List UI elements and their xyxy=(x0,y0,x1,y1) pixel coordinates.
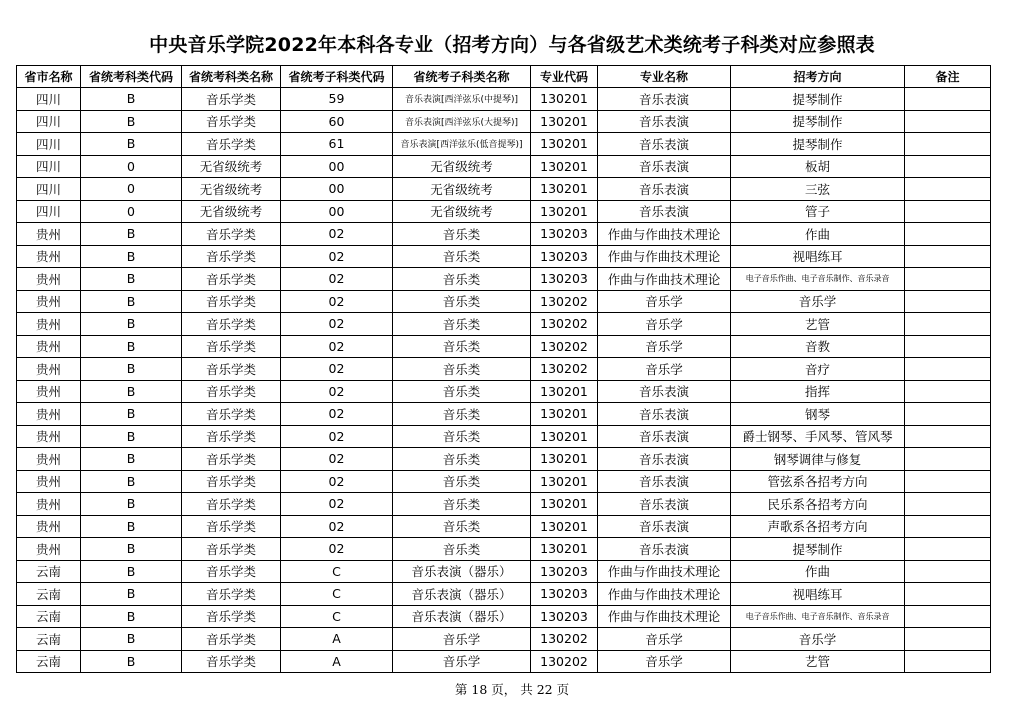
table-row xyxy=(17,335,991,358)
table-cell: 音乐学类 xyxy=(182,605,281,628)
table-cell xyxy=(905,110,991,133)
table-cell: 音乐学类 xyxy=(182,425,281,448)
table-row xyxy=(17,358,991,381)
table-cell: 音乐表演[西洋弦乐(中提琴)] xyxy=(393,88,531,111)
table-cell: B xyxy=(81,470,182,493)
table-row xyxy=(17,560,991,583)
table-cell: 四川 xyxy=(17,133,81,156)
table-cell: 音乐学类 xyxy=(182,223,281,246)
table-cell xyxy=(905,290,991,313)
table-cell: 02 xyxy=(281,313,393,336)
table-cell xyxy=(905,403,991,426)
table-cell: 贵州 xyxy=(17,448,81,471)
table-cell xyxy=(905,515,991,538)
table-row xyxy=(17,470,991,493)
table-cell: 130203 xyxy=(531,245,598,268)
table-cell: 艺管 xyxy=(731,650,905,673)
table-cell: 音乐类 xyxy=(393,245,531,268)
table-cell: B xyxy=(81,110,182,133)
table-cell: 音乐学类 xyxy=(182,88,281,111)
table-cell: 三弦 xyxy=(731,178,905,201)
table-cell: 音乐类 xyxy=(393,470,531,493)
table-cell: 爵士钢琴、手风琴、管风琴 xyxy=(731,425,905,448)
table-cell: 作曲与作曲技术理论 xyxy=(598,605,731,628)
table-cell: 02 xyxy=(281,403,393,426)
table-cell: 02 xyxy=(281,493,393,516)
table-row xyxy=(17,178,991,201)
table-cell: B xyxy=(81,448,182,471)
table-cell xyxy=(905,155,991,178)
table-cell: 贵州 xyxy=(17,223,81,246)
table-cell xyxy=(905,178,991,201)
table-cell xyxy=(905,223,991,246)
table-cell: 云南 xyxy=(17,583,81,606)
table-cell: 音乐表演 xyxy=(598,110,731,133)
page-footer: 第 18 页， 共 22 页 xyxy=(454,682,570,697)
table-cell: 130202 xyxy=(531,650,598,673)
table-cell: 130203 xyxy=(531,268,598,291)
table-cell: 音乐学类 xyxy=(182,470,281,493)
table-cell: 贵州 xyxy=(17,268,81,291)
table-cell: 02 xyxy=(281,425,393,448)
column-header: 专业代码 xyxy=(531,66,598,88)
table-row xyxy=(17,88,991,111)
table-cell: 音乐学类 xyxy=(182,493,281,516)
table-cell: 作曲与作曲技术理论 xyxy=(598,245,731,268)
table-cell: 音乐类 xyxy=(393,380,531,403)
table-cell: 130203 xyxy=(531,223,598,246)
table-cell: 02 xyxy=(281,245,393,268)
table-cell xyxy=(905,425,991,448)
table-cell: 艺管 xyxy=(731,313,905,336)
table-cell xyxy=(905,448,991,471)
table-cell: 作曲与作曲技术理论 xyxy=(598,583,731,606)
table-cell: 00 xyxy=(281,178,393,201)
table-cell: 音乐学 xyxy=(598,358,731,381)
table-cell: 130201 xyxy=(531,425,598,448)
table-cell xyxy=(905,88,991,111)
table-row xyxy=(17,403,991,426)
table-cell: 130202 xyxy=(531,290,598,313)
table-cell: 音乐表演[西洋弦乐(低音提琴)] xyxy=(393,133,531,156)
table-row xyxy=(17,493,991,516)
table-cell: 130203 xyxy=(531,560,598,583)
table-cell: 音乐表演 xyxy=(598,448,731,471)
table-cell: 音乐表演 xyxy=(598,178,731,201)
table-cell: 民乐系各招考方向 xyxy=(731,493,905,516)
table-cell: 视唱练耳 xyxy=(731,583,905,606)
table-cell: 音乐表演[西洋弦乐(大提琴)] xyxy=(393,110,531,133)
table-cell: B xyxy=(81,290,182,313)
table-cell: 00 xyxy=(281,155,393,178)
table-cell: B xyxy=(81,583,182,606)
table-cell: 无省级统考 xyxy=(393,155,531,178)
table-row xyxy=(17,380,991,403)
table-cell: 音乐表演 xyxy=(598,493,731,516)
table-cell: 贵州 xyxy=(17,425,81,448)
table-cell: 130201 xyxy=(531,448,598,471)
table-row xyxy=(17,650,991,673)
table-cell: 四川 xyxy=(17,110,81,133)
table-cell: 130201 xyxy=(531,470,598,493)
table-cell: 音乐学类 xyxy=(182,650,281,673)
table-cell: 贵州 xyxy=(17,470,81,493)
table-cell: 贵州 xyxy=(17,515,81,538)
column-header: 专业名称 xyxy=(598,66,731,88)
table-cell: 音乐学 xyxy=(393,628,531,651)
table-body xyxy=(17,88,991,673)
table-cell: 130201 xyxy=(531,403,598,426)
table-cell: 音乐学 xyxy=(731,290,905,313)
table-cell: 音乐学类 xyxy=(182,268,281,291)
table-row xyxy=(17,200,991,223)
table-cell: 130202 xyxy=(531,335,598,358)
correspondence-table xyxy=(16,65,991,673)
table-cell: 02 xyxy=(281,268,393,291)
table-cell: 作曲与作曲技术理论 xyxy=(598,223,731,246)
table-cell: 音乐表演 xyxy=(598,380,731,403)
table-cell: B xyxy=(81,268,182,291)
table-cell: 音乐学类 xyxy=(182,403,281,426)
table-cell xyxy=(905,313,991,336)
table-row xyxy=(17,290,991,313)
table-cell: A xyxy=(281,628,393,651)
table-cell: 0 xyxy=(81,200,182,223)
table-cell xyxy=(905,335,991,358)
table-cell: B xyxy=(81,223,182,246)
table-cell: C xyxy=(281,583,393,606)
table-cell: 无省级统考 xyxy=(182,155,281,178)
table-cell: 音乐学 xyxy=(598,335,731,358)
table-cell: 音乐学 xyxy=(598,628,731,651)
table-cell: 音乐类 xyxy=(393,335,531,358)
table-cell: 提琴制作 xyxy=(731,88,905,111)
table-cell: 音疗 xyxy=(731,358,905,381)
column-header: 省统考子科类代码 xyxy=(281,66,393,88)
table-cell xyxy=(905,358,991,381)
table-cell: 音乐表演（器乐） xyxy=(393,605,531,628)
table-cell: 贵州 xyxy=(17,290,81,313)
table-cell: 00 xyxy=(281,200,393,223)
table-cell: 130202 xyxy=(531,313,598,336)
table-header-row xyxy=(17,66,991,88)
table-cell: 音乐表演 xyxy=(598,133,731,156)
table-cell: 云南 xyxy=(17,605,81,628)
table-row xyxy=(17,605,991,628)
table-cell: 音乐表演（器乐） xyxy=(393,583,531,606)
table-cell xyxy=(905,560,991,583)
table-row xyxy=(17,133,991,156)
table-cell: 音乐学类 xyxy=(182,628,281,651)
table-row xyxy=(17,425,991,448)
table-cell: 音乐类 xyxy=(393,358,531,381)
table-cell xyxy=(905,245,991,268)
table-cell: 02 xyxy=(281,470,393,493)
table-cell: 音乐表演 xyxy=(598,538,731,561)
table-cell: 四川 xyxy=(17,200,81,223)
table-cell: 02 xyxy=(281,515,393,538)
table-cell: 提琴制作 xyxy=(731,110,905,133)
table-cell: B xyxy=(81,133,182,156)
table-cell: B xyxy=(81,425,182,448)
table-cell: 0 xyxy=(81,155,182,178)
table-cell: A xyxy=(281,650,393,673)
table-cell: 四川 xyxy=(17,88,81,111)
table-cell: 提琴制作 xyxy=(731,133,905,156)
table-cell: 130201 xyxy=(531,88,598,111)
table-cell: B xyxy=(81,515,182,538)
table-row xyxy=(17,268,991,291)
table-cell xyxy=(905,470,991,493)
table-cell: 02 xyxy=(281,335,393,358)
table-cell: 音乐学类 xyxy=(182,313,281,336)
table-cell: 音乐类 xyxy=(393,223,531,246)
table-cell: 02 xyxy=(281,448,393,471)
table-cell xyxy=(905,380,991,403)
table-cell: 61 xyxy=(281,133,393,156)
table-cell: 音乐学类 xyxy=(182,290,281,313)
table-cell: 音乐学类 xyxy=(182,110,281,133)
table-cell: 贵州 xyxy=(17,335,81,358)
table-cell: 130203 xyxy=(531,583,598,606)
table-cell: 0 xyxy=(81,178,182,201)
table-cell: 云南 xyxy=(17,650,81,673)
table-cell: 音乐类 xyxy=(393,448,531,471)
table-cell: 作曲与作曲技术理论 xyxy=(598,560,731,583)
table-cell: 130201 xyxy=(531,515,598,538)
table-cell: B xyxy=(81,605,182,628)
table-cell: 02 xyxy=(281,290,393,313)
table-row xyxy=(17,628,991,651)
table-cell xyxy=(905,583,991,606)
table-cell: 音乐学类 xyxy=(182,583,281,606)
column-header: 省统考子科类名称 xyxy=(393,66,531,88)
table-cell: 作曲与作曲技术理论 xyxy=(598,268,731,291)
table-cell: C xyxy=(281,605,393,628)
table-cell: 音乐学类 xyxy=(182,560,281,583)
table-cell: B xyxy=(81,245,182,268)
table-cell: 音乐表演（器乐） xyxy=(393,560,531,583)
table-cell: 音乐学类 xyxy=(182,133,281,156)
table-cell xyxy=(905,268,991,291)
table-cell: 130201 xyxy=(531,493,598,516)
table-cell: 130201 xyxy=(531,110,598,133)
page-title: 中央音乐学院2022年本科各专业（招考方向）与各省级艺术类统考子科类对应参照表 xyxy=(149,34,875,56)
table-cell: 音乐表演 xyxy=(598,470,731,493)
table-cell: 音乐学类 xyxy=(182,515,281,538)
table-cell: 音乐学 xyxy=(598,650,731,673)
table-row xyxy=(17,538,991,561)
table-cell: 02 xyxy=(281,380,393,403)
table-cell: B xyxy=(81,538,182,561)
table-cell: 无省级统考 xyxy=(182,200,281,223)
table-cell: 音乐学 xyxy=(598,313,731,336)
table-cell: B xyxy=(81,358,182,381)
table-cell: 板胡 xyxy=(731,155,905,178)
table-cell: 四川 xyxy=(17,178,81,201)
table-cell: 130202 xyxy=(531,628,598,651)
table-cell: 60 xyxy=(281,110,393,133)
table-cell: 59 xyxy=(281,88,393,111)
table-cell: B xyxy=(81,313,182,336)
table-cell: 音乐学类 xyxy=(182,448,281,471)
table-cell: 130201 xyxy=(531,200,598,223)
table-cell: B xyxy=(81,88,182,111)
table-row xyxy=(17,155,991,178)
table-cell: 音乐学类 xyxy=(182,538,281,561)
table-cell: 贵州 xyxy=(17,313,81,336)
table-cell: 无省级统考 xyxy=(182,178,281,201)
table-cell: 音乐类 xyxy=(393,403,531,426)
table-cell: 作曲 xyxy=(731,223,905,246)
table-cell: 视唱练耳 xyxy=(731,245,905,268)
table-cell: B xyxy=(81,628,182,651)
table-cell: 钢琴 xyxy=(731,403,905,426)
table-cell: 提琴制作 xyxy=(731,538,905,561)
table-cell xyxy=(905,133,991,156)
table-cell: 音乐类 xyxy=(393,515,531,538)
table-cell: 无省级统考 xyxy=(393,178,531,201)
column-header: 省统考科类代码 xyxy=(81,66,182,88)
table-cell: 130203 xyxy=(531,605,598,628)
table-cell: 贵州 xyxy=(17,403,81,426)
column-header: 招考方向 xyxy=(731,66,905,88)
table-cell: 130201 xyxy=(531,133,598,156)
table-cell: 电子音乐作曲、电子音乐制作、音乐录音 xyxy=(731,268,905,291)
table-cell: 02 xyxy=(281,358,393,381)
table-cell xyxy=(905,493,991,516)
table-cell: 音乐类 xyxy=(393,425,531,448)
table-cell: 声歌系各招考方向 xyxy=(731,515,905,538)
table-cell: B xyxy=(81,335,182,358)
table-cell xyxy=(905,538,991,561)
table-row xyxy=(17,448,991,471)
table-cell: 130201 xyxy=(531,380,598,403)
table-row xyxy=(17,245,991,268)
table-cell: 音乐类 xyxy=(393,493,531,516)
table-cell: 音乐学 xyxy=(393,650,531,673)
table-cell: 音乐学类 xyxy=(182,380,281,403)
table-cell: 管子 xyxy=(731,200,905,223)
table-cell: 作曲 xyxy=(731,560,905,583)
table-cell: 音乐表演 xyxy=(598,403,731,426)
table-cell: 云南 xyxy=(17,628,81,651)
table-cell: 音乐学类 xyxy=(182,245,281,268)
table-cell: 音乐表演 xyxy=(598,155,731,178)
table-cell: 02 xyxy=(281,223,393,246)
table-cell: 音教 xyxy=(731,335,905,358)
table-cell: 02 xyxy=(281,538,393,561)
table-cell: 130201 xyxy=(531,178,598,201)
table-cell: 钢琴调律与修复 xyxy=(731,448,905,471)
table-cell: 指挥 xyxy=(731,380,905,403)
table-row xyxy=(17,583,991,606)
table-cell: 音乐表演 xyxy=(598,200,731,223)
table-cell: 音乐学类 xyxy=(182,358,281,381)
table-row xyxy=(17,223,991,246)
table-cell: 音乐表演 xyxy=(598,515,731,538)
table-cell: 电子音乐作曲、电子音乐制作、音乐录音 xyxy=(731,605,905,628)
table-cell: B xyxy=(81,493,182,516)
table-cell: 音乐类 xyxy=(393,268,531,291)
table-cell: B xyxy=(81,380,182,403)
table-cell: 贵州 xyxy=(17,493,81,516)
table-cell: C xyxy=(281,560,393,583)
table-cell xyxy=(905,200,991,223)
table-cell: B xyxy=(81,403,182,426)
table-cell xyxy=(905,628,991,651)
table-cell: 音乐表演 xyxy=(598,88,731,111)
table-cell: 贵州 xyxy=(17,538,81,561)
table-row xyxy=(17,515,991,538)
table-cell: 音乐学类 xyxy=(182,335,281,358)
table-cell: 音乐类 xyxy=(393,313,531,336)
column-header: 备注 xyxy=(905,66,991,88)
table-cell: 贵州 xyxy=(17,380,81,403)
table-cell: 云南 xyxy=(17,560,81,583)
table-row xyxy=(17,110,991,133)
table-cell: 130202 xyxy=(531,358,598,381)
table-cell: 贵州 xyxy=(17,245,81,268)
table-cell: 130201 xyxy=(531,155,598,178)
table-cell xyxy=(905,605,991,628)
table-cell: 音乐类 xyxy=(393,290,531,313)
column-header: 省统考科类名称 xyxy=(182,66,281,88)
table-cell: 音乐表演 xyxy=(598,425,731,448)
table-cell xyxy=(905,650,991,673)
table-cell: 130201 xyxy=(531,538,598,561)
table-cell: 贵州 xyxy=(17,358,81,381)
table-cell: 无省级统考 xyxy=(393,200,531,223)
column-header: 省市名称 xyxy=(17,66,81,88)
table-cell: B xyxy=(81,650,182,673)
table-cell: 音乐类 xyxy=(393,538,531,561)
table-cell: B xyxy=(81,560,182,583)
table-cell: 音乐学 xyxy=(598,290,731,313)
table-cell: 音乐学 xyxy=(731,628,905,651)
table-row xyxy=(17,313,991,336)
table-cell: 管弦系各招考方向 xyxy=(731,470,905,493)
table-cell: 四川 xyxy=(17,155,81,178)
